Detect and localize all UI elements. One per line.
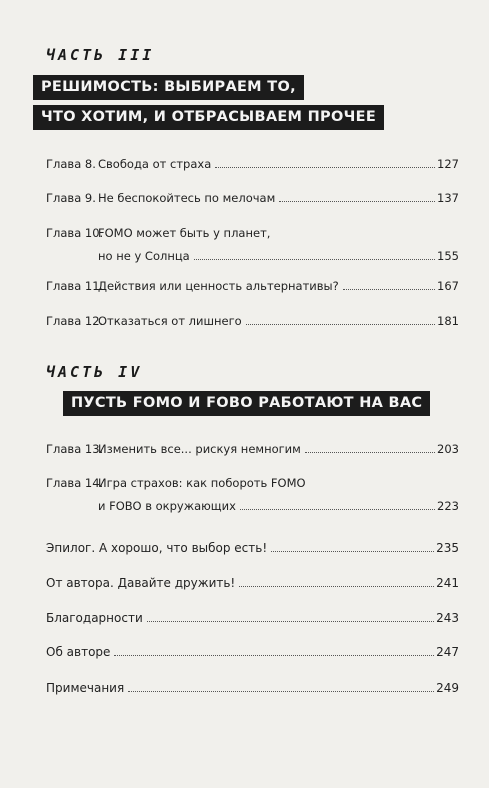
leader-dots <box>147 621 434 622</box>
chapter-title: Не беспокойтесь по мелочам <box>98 191 276 205</box>
toc-entry-epilogue[interactable] <box>46 541 459 559</box>
chapter-number: Глава 14. <box>46 476 104 490</box>
toc-entry-acknowledgments[interactable] <box>46 611 459 629</box>
toc-entry-ch11[interactable] <box>46 279 459 297</box>
chapter-title: Игра страхов: как побороть FOMO <box>98 476 306 490</box>
leader-dots <box>271 551 434 552</box>
page-number: 241 <box>436 576 459 590</box>
page-number: 181 <box>437 314 459 328</box>
page-number: 247 <box>436 645 459 659</box>
page-number: 223 <box>437 499 459 513</box>
chapter-title: Отказаться от лишнего <box>98 314 242 328</box>
page-number: 137 <box>437 191 459 205</box>
page-number: 243 <box>436 611 459 625</box>
toc-entry-ch13[interactable] <box>46 442 459 460</box>
part-3-banner-line-1: РЕШИМОСТЬ: ВЫБИРАЕМ ТО, <box>33 75 304 100</box>
leader-dots <box>279 201 435 202</box>
leader-dots <box>305 452 435 453</box>
chapter-number: Глава 8. <box>46 157 96 171</box>
chapter-title: FOMO может быть у планет, <box>98 226 271 240</box>
page-number: 167 <box>437 279 459 293</box>
page-number: 235 <box>436 541 459 555</box>
chapter-title: Свобода от страха <box>98 157 212 171</box>
chapter-title: Изменить все... рискуя немногим <box>98 442 301 456</box>
leader-dots <box>114 655 434 656</box>
toc-entry-ch10[interactable] <box>46 226 459 267</box>
chapter-title-continued: но не у Солнца <box>98 249 190 263</box>
entry-title: От автора. Давайте дружить! <box>46 576 236 590</box>
toc-entry-ch14[interactable] <box>46 476 459 517</box>
part-3-banner-line-2: ЧТО ХОТИМ, И ОТБРАСЫВАЕМ ПРОЧЕЕ <box>33 105 384 130</box>
page-number: 155 <box>437 249 459 263</box>
page-number: 127 <box>437 157 459 171</box>
chapter-number: Глава 11. <box>46 279 104 293</box>
chapter-number: Глава 9. <box>46 191 96 205</box>
leader-dots <box>194 259 435 260</box>
chapter-number: Глава 13. <box>46 442 104 456</box>
leader-dots <box>343 289 435 290</box>
toc-entry-ch8[interactable] <box>46 157 459 175</box>
leader-dots <box>215 167 435 168</box>
leader-dots <box>246 324 435 325</box>
part-4-label: ЧАСТЬ IV <box>46 363 143 381</box>
entry-title: Благодарности <box>46 611 143 625</box>
leader-dots <box>240 509 435 510</box>
part-4-banner: ПУСТЬ FOMO И FOBO РАБОТАЮТ НА ВАС <box>63 391 430 416</box>
toc-entry-notes[interactable] <box>46 681 459 699</box>
chapter-title: Действия или ценность альтернативы? <box>98 279 339 293</box>
toc-entry-from-author[interactable] <box>46 576 459 594</box>
page-number: 203 <box>437 442 459 456</box>
chapter-number: Глава 12. <box>46 314 104 328</box>
toc-entry-ch12[interactable] <box>46 314 459 332</box>
entry-title: Об авторе <box>46 645 111 659</box>
chapter-number: Глава 10. <box>46 226 104 240</box>
toc-entry-ch9[interactable] <box>46 191 459 209</box>
entry-title: Эпилог. А хорошо, что выбор есть! <box>46 541 268 555</box>
leader-dots <box>128 691 434 692</box>
chapter-title-continued: и FOBO в окружающих <box>98 499 236 513</box>
toc-entry-about-author[interactable] <box>46 645 459 663</box>
part-3-label: ЧАСТЬ III <box>46 46 155 64</box>
entry-title: Примечания <box>46 681 125 695</box>
page-number: 249 <box>436 681 459 695</box>
leader-dots <box>239 586 434 587</box>
